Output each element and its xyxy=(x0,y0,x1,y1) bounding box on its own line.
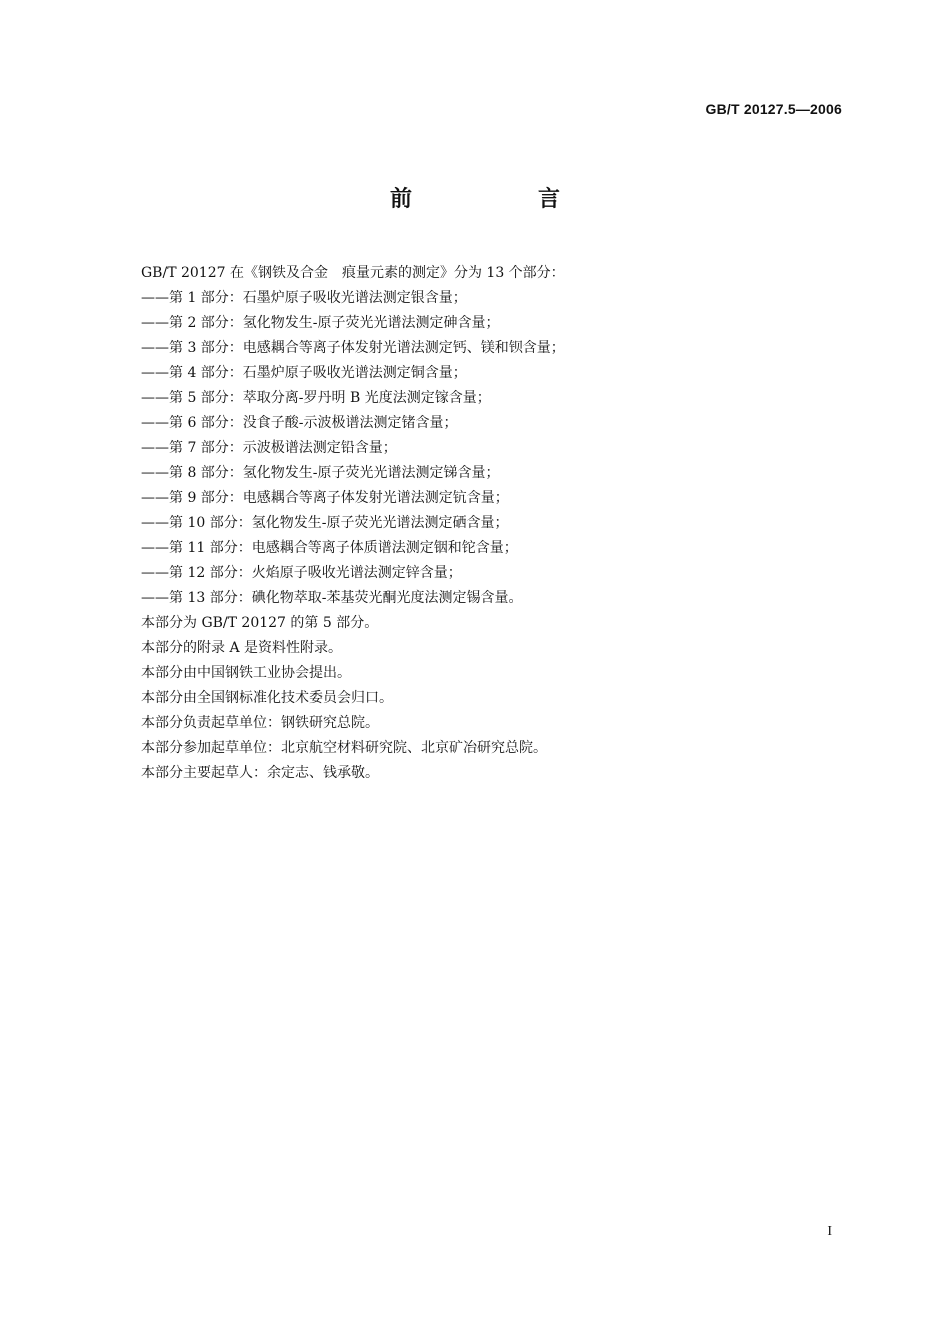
part-statement: 本部分为 GB/T 20127 的第 5 部分。 xyxy=(141,615,379,631)
part-8-item: ——第 8 部分：氢化物发生-原子荧光光谱法测定锑含量； xyxy=(141,465,500,481)
part-4-item: ——第 4 部分：石墨炉原子吸收光谱法测定铜含量； xyxy=(141,365,467,381)
proposer-statement: 本部分由中国钢铁工业协会提出。 xyxy=(141,665,351,681)
part-3-item: ——第 3 部分：电感耦合等离子体发射光谱法测定钙、镁和钡含量； xyxy=(141,340,565,356)
committee-statement: 本部分由全国钢标准化技术委员会归口。 xyxy=(141,690,393,706)
drafters-statement: 本部分主要起草人：余定志、钱承敬。 xyxy=(141,765,379,781)
part-12-item: ——第 12 部分：火焰原子吸收光谱法测定锌含量； xyxy=(141,565,462,581)
drafting-unit-statement: 本部分负责起草单位：钢铁研究总院。 xyxy=(141,715,379,731)
part-9-item: ——第 9 部分：电感耦合等离子体发射光谱法测定钪含量； xyxy=(141,490,509,506)
part-2-item: ——第 2 部分：氢化物发生-原子荧光光谱法测定砷含量； xyxy=(141,315,500,331)
standard-code: GB/T 20127.5—2006 xyxy=(705,101,842,117)
page-number: I xyxy=(827,1224,832,1239)
part-6-item: ——第 6 部分：没食子酸-示波极谱法测定锗含量； xyxy=(141,415,458,431)
preface-body xyxy=(141,261,841,786)
part-1-item: ——第 1 部分：石墨炉原子吸收光谱法测定银含量； xyxy=(141,290,467,306)
part-5-item: ——第 5 部分：萃取分离-罗丹明 B 光度法测定镓含量； xyxy=(141,390,491,406)
part-13-item: ——第 13 部分：碘化物萃取-苯基荧光酮光度法测定锡含量。 xyxy=(141,590,523,606)
appendix-statement: 本部分的附录 A 是资料性附录。 xyxy=(141,640,343,656)
page-title: 前 言 xyxy=(389,187,612,212)
part-11-item: ——第 11 部分：电感耦合等离子体质谱法测定铟和铊含量； xyxy=(141,540,518,556)
part-10-item: ——第 10 部分：氢化物发生-原子荧光光谱法测定硒含量； xyxy=(141,515,509,531)
intro-line: GB/T 20127 在《钢铁及合金 痕量元素的测定》分为 13 个部分： xyxy=(141,265,565,281)
part-7-item: ——第 7 部分：示波极谱法测定铅含量； xyxy=(141,440,397,456)
participating-units-statement: 本部分参加起草单位：北京航空材料研究院、北京矿冶研究总院。 xyxy=(141,740,547,756)
